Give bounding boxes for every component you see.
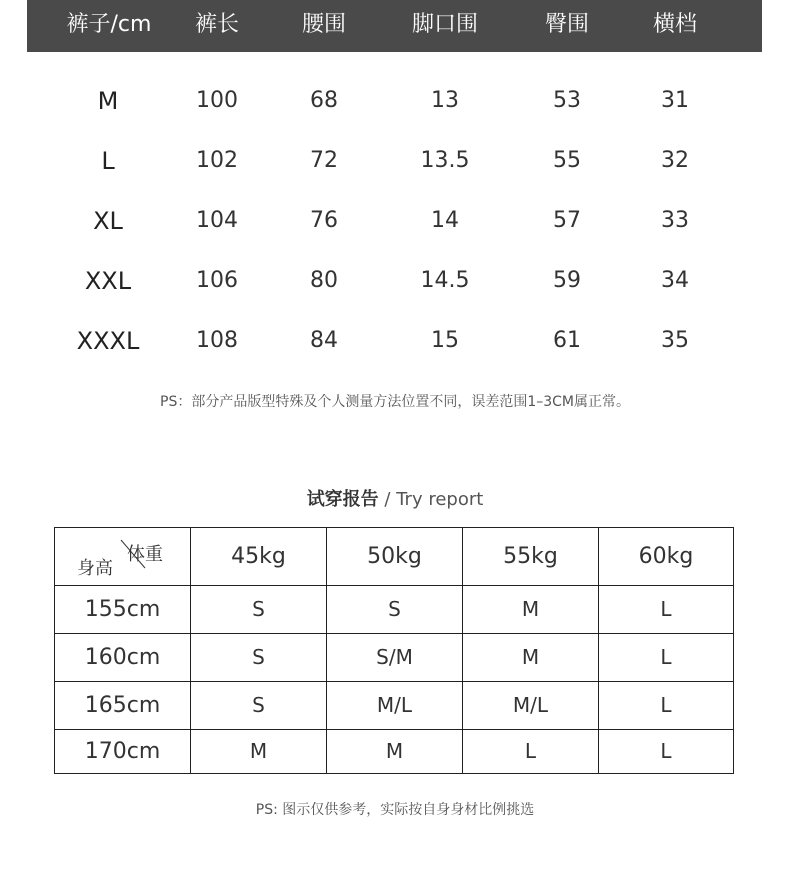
size-cell: S <box>252 693 265 717</box>
size-cell: M <box>249 739 268 763</box>
crotch-value: 31 <box>661 88 689 113</box>
size-table-header <box>27 0 762 52</box>
height-label: 165cm <box>84 693 161 718</box>
length-value: 100 <box>196 88 238 113</box>
try-report-note: PS: 图示仅供参考，实际按自身身材比例挑选 <box>255 802 535 818</box>
corner-height-label: 身高 <box>77 558 113 579</box>
hip-value: 53 <box>553 88 581 113</box>
header-crotch: 横档 <box>652 12 697 37</box>
size-cell: S <box>388 597 401 621</box>
hem-value: 14 <box>431 208 459 233</box>
size-label: XXL <box>84 267 132 295</box>
crotch-value: 33 <box>661 208 689 233</box>
try-report-title-zh: 试穿报告 <box>306 489 379 510</box>
size-label: XL <box>93 207 123 235</box>
corner-diagonal-line <box>55 528 191 585</box>
hem-value: 13 <box>431 88 459 113</box>
size-cell: L <box>660 597 672 621</box>
header-waist: 腰围 <box>301 12 346 37</box>
waist-value: 68 <box>310 88 338 113</box>
size-row <box>0 81 790 121</box>
waist-value: 76 <box>310 208 338 233</box>
size-cell: M/L <box>376 693 413 717</box>
length-value: 108 <box>196 328 238 353</box>
hip-value: 55 <box>553 148 581 173</box>
height-label: 170cm <box>84 739 161 764</box>
waist-value: 80 <box>310 268 338 293</box>
try-report-title-en: / Try report <box>384 489 484 510</box>
size-cell: L <box>660 693 672 717</box>
crotch-value: 32 <box>661 148 689 173</box>
waist-value: 72 <box>310 148 338 173</box>
weight-header: 50kg <box>367 544 422 569</box>
hem-value: 14.5 <box>420 268 470 293</box>
size-cell: M <box>521 597 540 621</box>
hip-value: 59 <box>553 268 581 293</box>
height-label: 155cm <box>84 597 161 622</box>
header-hip: 臀围 <box>544 12 589 37</box>
try-report-table <box>54 527 734 774</box>
size-row <box>0 321 790 361</box>
size-row <box>0 141 790 181</box>
weight-header: 45kg <box>231 544 286 569</box>
size-cell: M <box>385 739 404 763</box>
size-note: PS：部分产品版型特殊及个人测量方法位置不同，误差范围1–3CM属正常。 <box>160 394 630 410</box>
crotch-value: 34 <box>661 268 689 293</box>
size-row <box>0 201 790 241</box>
length-value: 106 <box>196 268 238 293</box>
size-cell: S/M <box>376 645 413 669</box>
size-label: L <box>101 147 115 175</box>
corner-weight-label: 体重 <box>127 544 163 565</box>
size-cell: L <box>524 739 537 763</box>
hip-value: 57 <box>553 208 581 233</box>
waist-value: 84 <box>310 328 338 353</box>
try-report-title <box>0 485 790 511</box>
weight-header: 55kg <box>503 544 558 569</box>
size-label: XXXL <box>76 327 140 355</box>
header-size: 裤子/cm <box>66 12 152 37</box>
size-cell: S <box>252 597 265 621</box>
hip-value: 61 <box>553 328 581 353</box>
weight-header: 60kg <box>638 544 694 569</box>
length-value: 104 <box>196 208 238 233</box>
hem-value: 15 <box>431 328 459 353</box>
hem-value: 13.5 <box>420 148 470 173</box>
size-cell: L <box>660 645 672 669</box>
crotch-value: 35 <box>661 328 689 353</box>
header-length: 裤长 <box>194 12 239 37</box>
size-cell: M/L <box>512 693 549 717</box>
length-value: 102 <box>196 148 238 173</box>
size-row <box>0 261 790 301</box>
size-label: M <box>97 87 119 115</box>
size-cell: S <box>252 645 265 669</box>
size-cell: L <box>660 739 672 763</box>
size-cell: M <box>521 645 540 669</box>
height-label: 160cm <box>84 645 161 670</box>
header-hem: 脚口围 <box>411 12 478 37</box>
